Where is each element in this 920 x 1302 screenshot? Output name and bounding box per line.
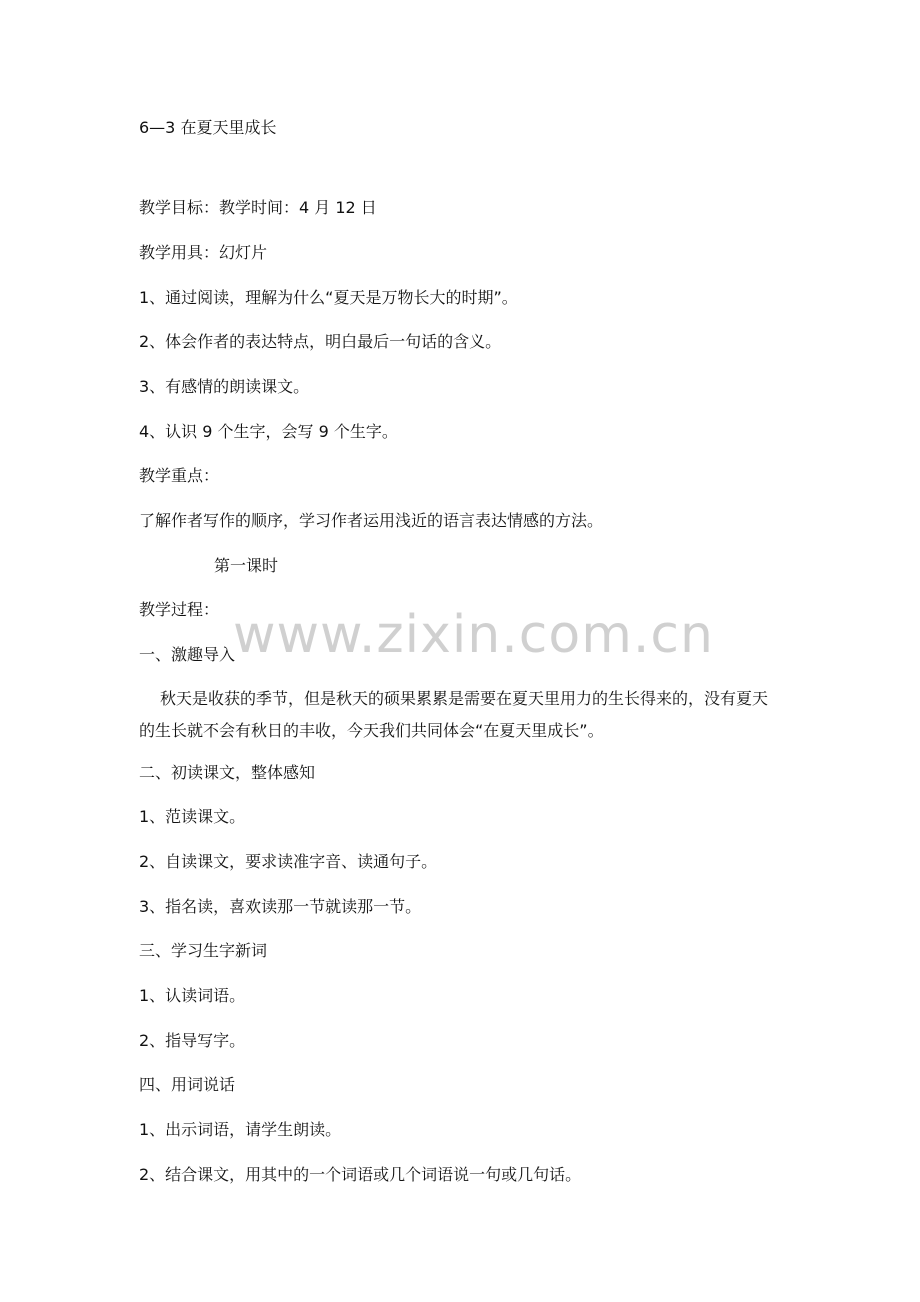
key-points-heading: 教学重点： xyxy=(139,466,220,485)
section-2-item-2: 2、自读课文，要求读准字音、读通句子。 xyxy=(139,852,438,871)
teaching-goal-heading: 教学目标：教学时间：4 月 12 日 xyxy=(139,198,377,217)
section-2-item-1: 1、范读课文。 xyxy=(139,807,246,826)
section-2-item-3: 3、指名读，喜欢读那一节就读那一节。 xyxy=(139,897,422,916)
section-1-heading: 一、激趣导入 xyxy=(139,645,236,664)
goal-item-1: 1、通过阅读，理解为什么“夏天是万物长大的时期”。 xyxy=(139,288,518,307)
intro-paragraph: 秋天是收获的季节，但是秋天的硕果累累是需要在夏天里用力的生长得来的，没有夏天的生长就不会有秋日的丰收，今天我们共同体会“在夏天里成长”。 xyxy=(139,689,769,740)
section-3-item-2: 2、指导写字。 xyxy=(139,1031,246,1050)
section-4-heading: 四、用词说话 xyxy=(139,1075,236,1094)
watermark: www.zixin.com.cn xyxy=(233,605,714,665)
process-heading: 教学过程： xyxy=(139,600,220,619)
section-3-heading: 三、学习生字新词 xyxy=(139,941,268,960)
goal-item-4: 4、认识 9 个生字，会写 9 个生字。 xyxy=(139,422,398,441)
section-2-heading: 二、初读课文，整体感知 xyxy=(139,763,316,782)
document-title: 6—3 在夏天里成长 xyxy=(139,118,277,137)
section-3-item-1: 1、认读词语。 xyxy=(139,986,246,1005)
goal-item-2: 2、体会作者的表达特点，明白最后一句话的含义。 xyxy=(139,332,502,351)
section-4-item-2: 2、结合课文，用其中的一个词语或几个词语说一句或几句话。 xyxy=(139,1165,582,1184)
section-4-item-1: 1、出示词语，请学生朗读。 xyxy=(139,1120,342,1139)
teaching-tools: 教学用具：幻灯片 xyxy=(139,243,268,262)
key-points-text: 了解作者写作的顺序，学习作者运用浅近的语言表达情感的方法。 xyxy=(139,511,604,530)
goal-item-3: 3、有感情的朗读课文。 xyxy=(139,377,310,396)
lesson-period-heading: 第一课时 xyxy=(214,556,279,575)
